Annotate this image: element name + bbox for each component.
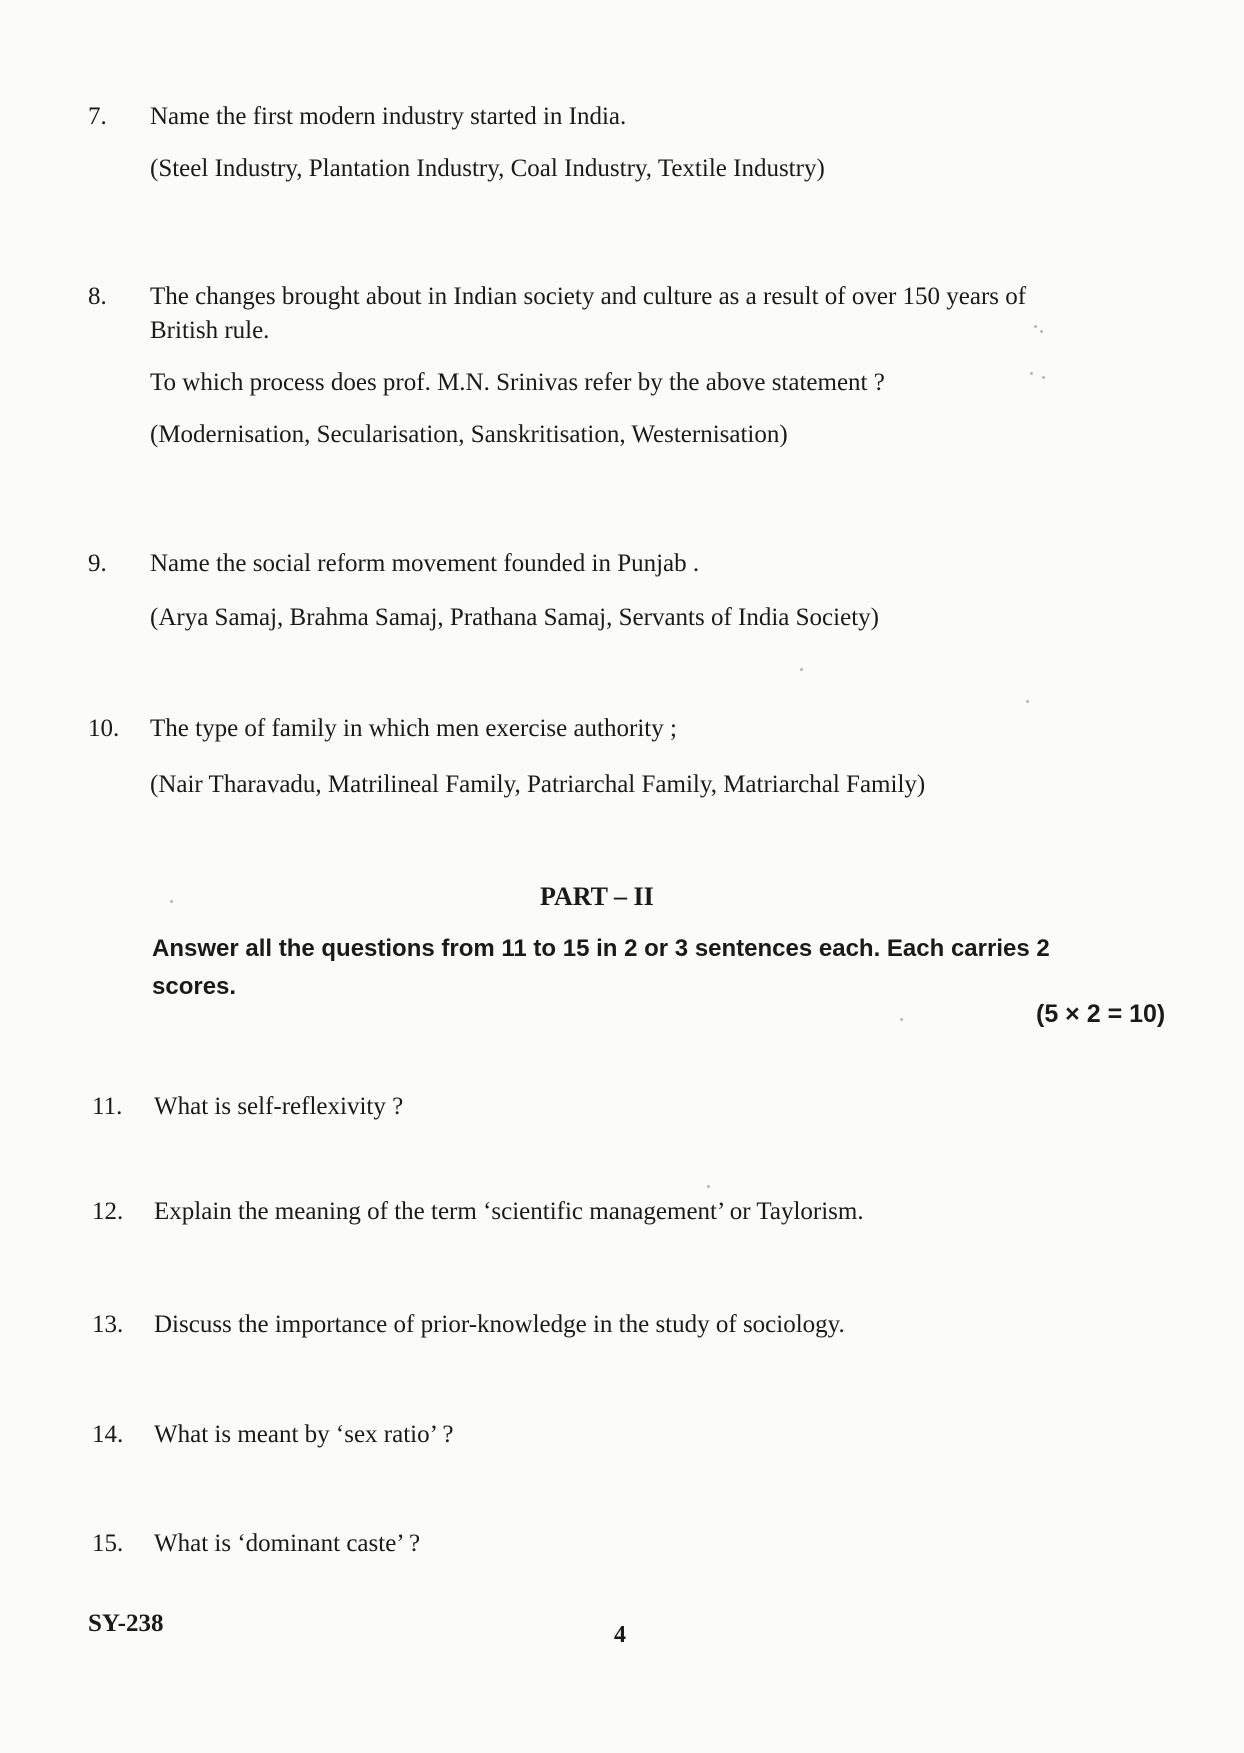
question-options: (Steel Industry, Plantation Industry, Coal Industry, Textile Industry) (150, 155, 825, 182)
scan-speck (1042, 376, 1045, 379)
question-number: 8. (88, 283, 107, 310)
scan-speck (1030, 372, 1033, 375)
question-number: 14. (92, 1421, 124, 1448)
scan-speck (900, 1018, 903, 1021)
page-number: 4 (614, 1622, 626, 1648)
marks-allocation: (5 × 2 = 10) (1036, 1000, 1166, 1028)
question-text: The changes brought about in Indian society and culture as a result of over 150 years of (150, 283, 1027, 310)
scan-speck (800, 668, 803, 671)
question-text: What is ‘dominant caste’ ? (154, 1530, 421, 1557)
question-number: 9. (88, 550, 107, 577)
question-number: 11. (92, 1093, 123, 1120)
question-text: To which process does prof. M.N. Srinivas refer by the above statement ? (150, 369, 885, 396)
question-number: 7. (88, 103, 107, 130)
question-number: 13. (92, 1311, 124, 1338)
question-number: 10. (88, 715, 120, 742)
scan-speck (1026, 700, 1029, 703)
question-options: (Arya Samaj, Brahma Samaj, Prathana Samaj, Servants of India Society) (150, 604, 879, 631)
question-text: What is meant by ‘sex ratio’ ? (154, 1421, 454, 1448)
question-options: (Nair Tharavadu, Matrilineal Family, Patriarchal Family, Matriarchal Family) (150, 771, 926, 798)
scan-speck (1034, 325, 1037, 328)
scan-speck (1040, 330, 1043, 333)
question-text: British rule. (150, 317, 270, 344)
paper-code: SY-238 (88, 1610, 164, 1637)
question-text: Explain the meaning of the term ‘scientific management’ or Taylorism. (154, 1198, 864, 1225)
question-text: The type of family in which men exercise authority ; (150, 715, 677, 742)
question-number: 15. (92, 1530, 124, 1557)
question-text: Discuss the importance of prior-knowledge in the study of sociology. (154, 1311, 845, 1338)
question-options: (Modernisation, Secularisation, Sanskritisation, Westernisation) (150, 421, 788, 448)
question-text: What is self-reflexivity ? (154, 1093, 404, 1120)
question-text: Name the first modern industry started in India. (150, 103, 627, 130)
part-title: PART – II (540, 882, 654, 911)
scan-speck (170, 900, 173, 903)
question-text: Name the social reform movement founded in Punjab . (150, 550, 700, 577)
question-number: 12. (92, 1198, 124, 1225)
scan-speck (707, 1185, 710, 1188)
part-instruction: Answer all the questions from 11 to 15 in 2 or 3 sentences each. Each carries 2 scores. (152, 935, 1050, 1000)
